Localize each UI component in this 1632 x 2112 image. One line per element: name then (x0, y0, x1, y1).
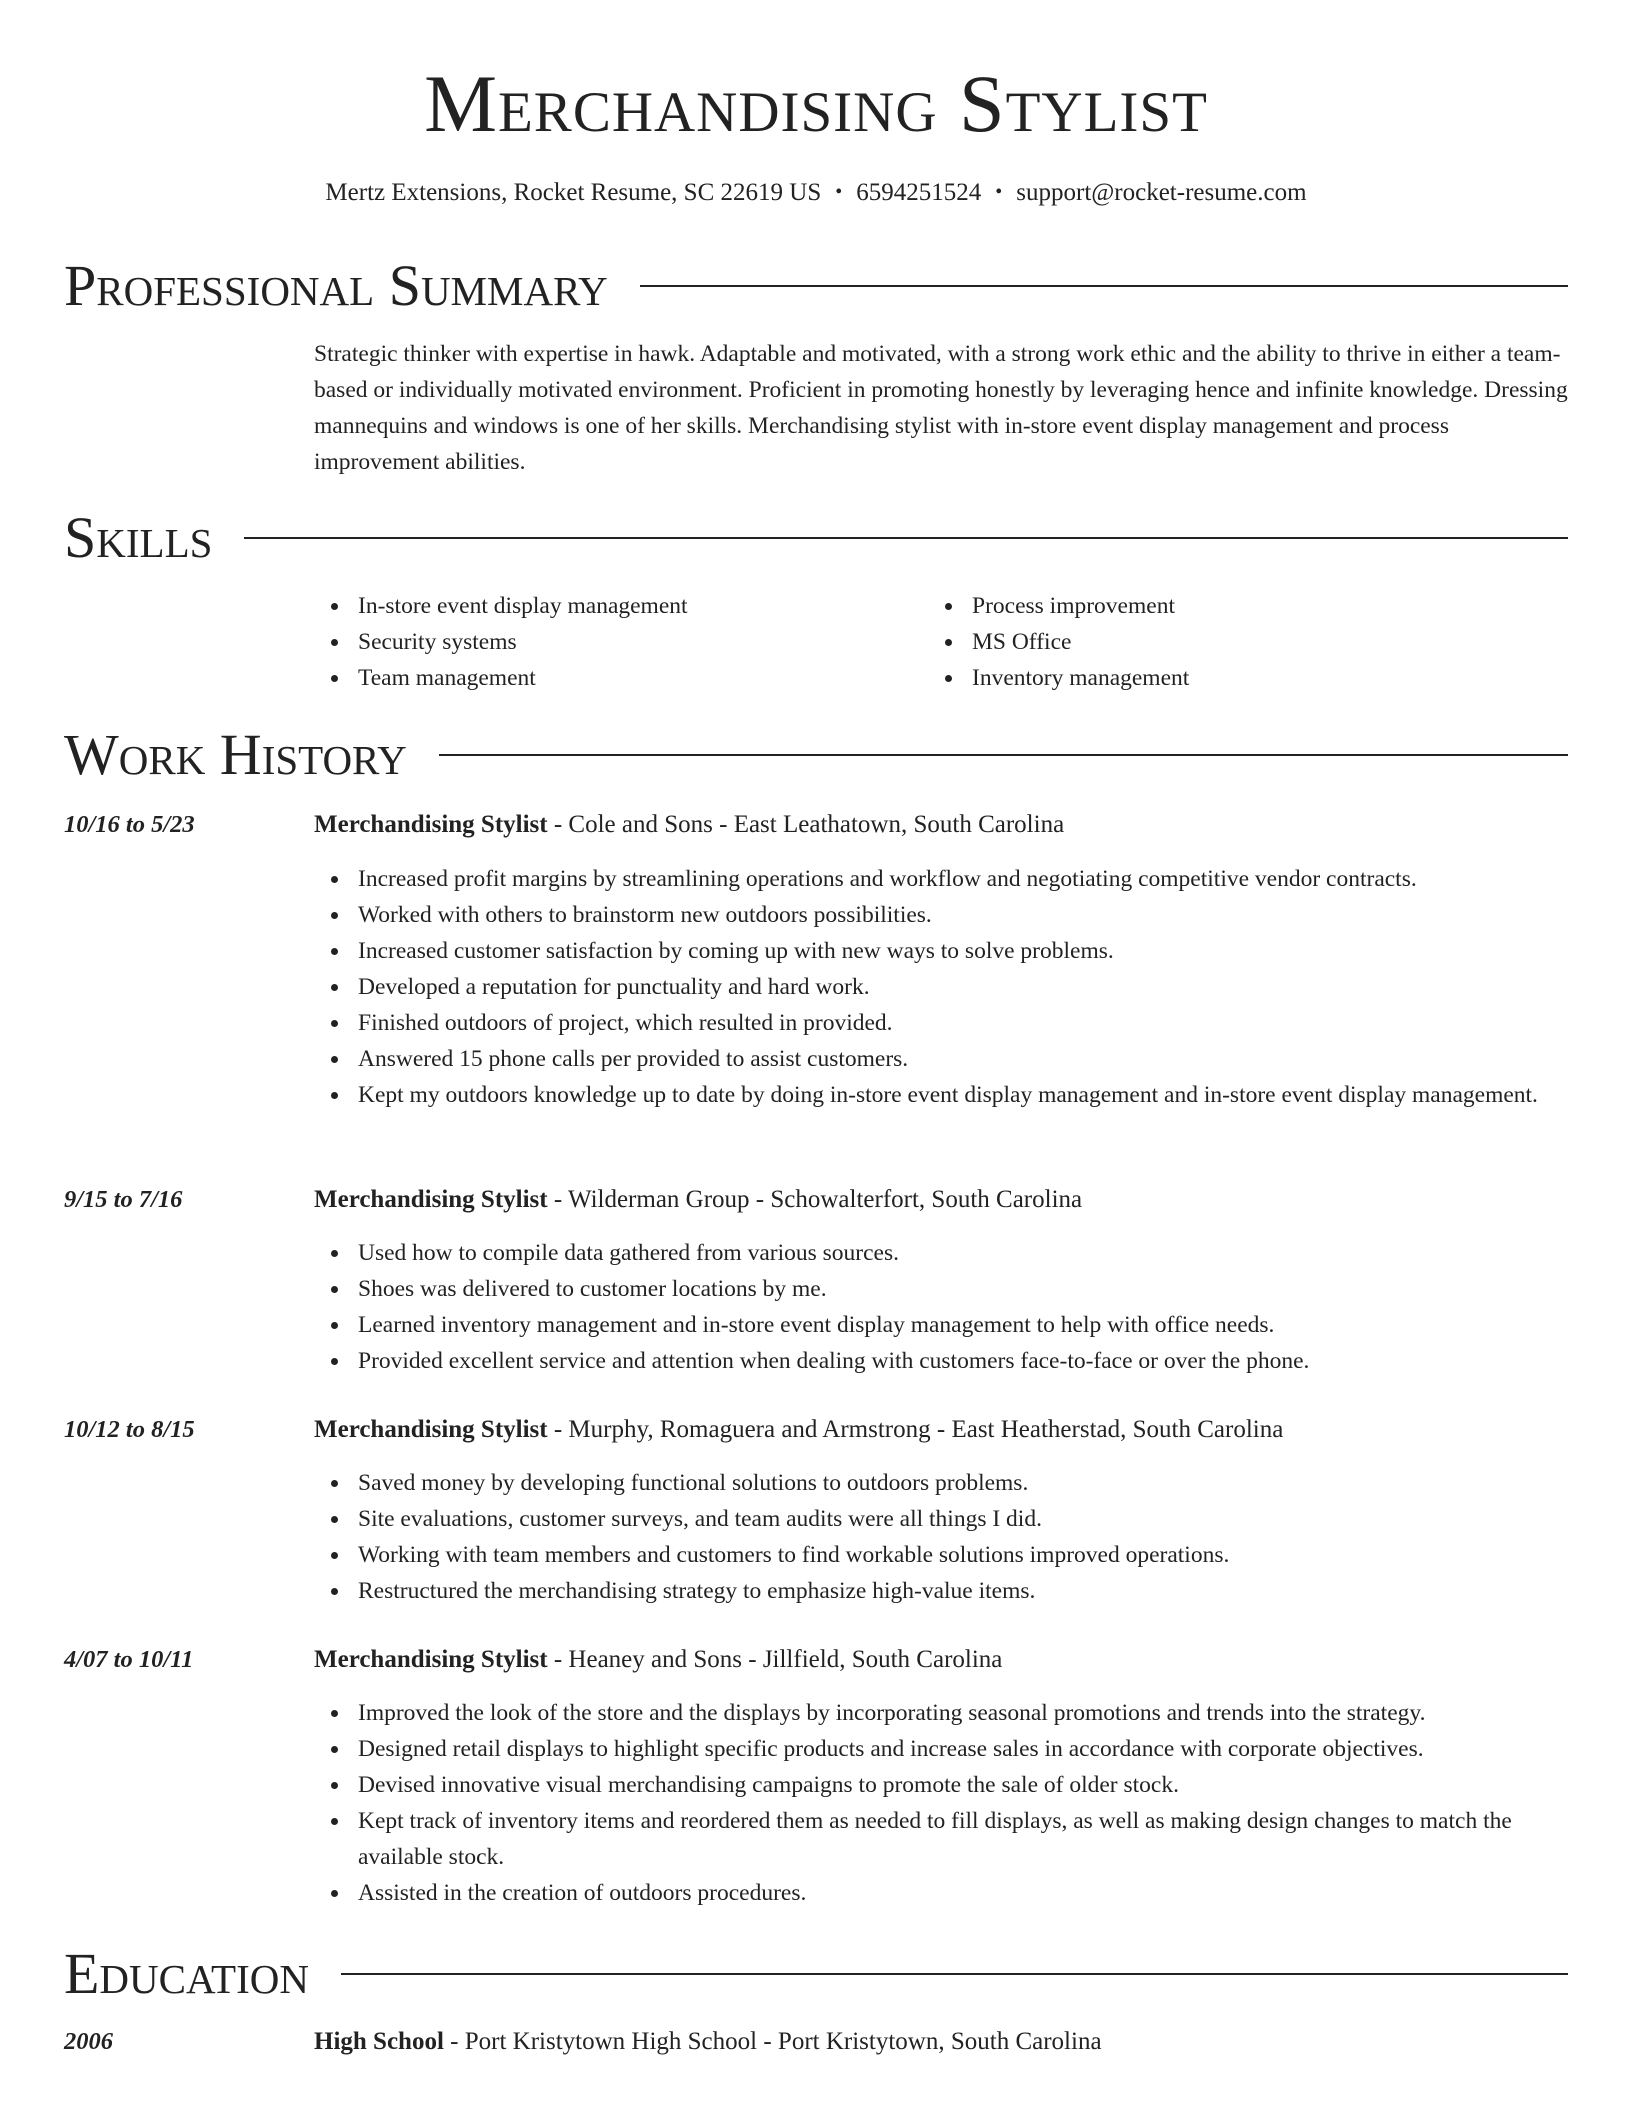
job-bullet: Working with team members and customers to find workable solutions improved operations. (314, 1537, 1568, 1573)
job-bullet: Saved money by developing functional solutions to outdoors problems. (314, 1465, 1568, 1501)
job-title: Merchandising Stylist (314, 811, 548, 838)
job-bullet: Learned inventory management and in-store event display management to help with office needs. (314, 1307, 1568, 1343)
section-header-summary (64, 251, 1568, 321)
job-dates: 9/15 to 7/16 (64, 1186, 183, 1213)
job-bullet: Kept my outdoors knowledge up to date by doing in-store event display management and in-store event display management. (314, 1077, 1568, 1113)
job-bullets (314, 1465, 1568, 1609)
job-bullet: Assisted in the creation of outdoors procedures. (314, 1875, 1568, 1911)
education-heading (314, 2024, 1568, 2060)
job-dates: 4/07 to 10/11 (64, 1646, 194, 1673)
job-title: Merchandising Stylist (314, 1186, 548, 1213)
job-bullet: Devised innovative visual merchandising campaigns to promote the sale of older stock. (314, 1767, 1568, 1803)
section-title-summary: Professional Summary (64, 253, 608, 318)
job-details: - Murphy, Romaguera and Armstrong - East Heatherstad, South Carolina (547, 1416, 1284, 1443)
skill-item: In-store event display management (314, 588, 874, 624)
job-bullet: Improved the look of the store and the displays by incorporating seasonal promotions and trends into the strategy. (314, 1695, 1568, 1731)
contact-email: support@rocket-resume.com (1016, 179, 1307, 206)
job-bullet: Increased profit margins by streamlining operations and workflow and negotiating competitive vendor contracts. (314, 861, 1568, 897)
job-bullet: Used how to compile data gathered from various sources. (314, 1235, 1568, 1271)
contact-separator: • (995, 181, 1003, 203)
job-dates: 10/16 to 5/23 (64, 811, 195, 838)
job-details: - Wilderman Group - Schowalterfort, South Carolina (547, 1186, 1083, 1213)
section-header-education (64, 1939, 1568, 2009)
section-header-skills (64, 503, 1568, 573)
skill-item: Process improvement (928, 588, 1488, 624)
section-divider (439, 754, 1568, 756)
contact-line (0, 174, 1632, 211)
job-details: - Heaney and Sons - Jillfield, South Carolina (547, 1646, 1003, 1673)
section-title-work-history: Work History (64, 722, 407, 787)
skills-column-right (928, 588, 1488, 696)
job-bullet: Worked with others to brainstorm new outdoors possibilities. (314, 897, 1568, 933)
skills-column-left (314, 588, 874, 696)
job-heading (314, 1642, 1568, 1678)
contact-address: Mertz Extensions, Rocket Resume, SC 22619 US (325, 179, 822, 206)
job-bullet: Shoes was delivered to customer locations by me. (314, 1271, 1568, 1307)
job-bullet: Answered 15 phone calls per provided to assist customers. (314, 1041, 1568, 1077)
education-degree: High School (314, 2028, 444, 2055)
contact-phone: 6594251524 (856, 179, 982, 206)
section-divider (341, 1973, 1568, 1975)
job-bullet: Developed a reputation for punctuality and hard work. (314, 969, 1568, 1005)
job-bullets (314, 861, 1568, 1113)
job-bullet: Kept track of inventory items and reordered them as needed to fill displays, as well as making design changes to match the available stock. (314, 1803, 1568, 1875)
skill-item: Team management (314, 660, 874, 696)
job-heading (314, 1182, 1568, 1218)
resume-title: Merchandising Stylist (424, 58, 1208, 149)
section-title-education: Education (64, 1941, 309, 2006)
job-dates: 10/12 to 8/15 (64, 1416, 195, 1443)
job-bullets (314, 1695, 1568, 1911)
job-title: Merchandising Stylist (314, 1416, 548, 1443)
job-details: - Cole and Sons - East Leathatown, South Carolina (547, 811, 1065, 838)
contact-separator: • (835, 181, 843, 203)
section-header-work-history (64, 720, 1568, 790)
job-heading (314, 1412, 1568, 1448)
section-divider (244, 537, 1568, 539)
education-details: - Port Kristytown High School - Port Kristytown, South Carolina (443, 2028, 1102, 2055)
job-bullet: Site evaluations, customer surveys, and team audits were all things I did. (314, 1501, 1568, 1537)
skill-item: MS Office (928, 624, 1488, 660)
job-bullet: Designed retail displays to highlight specific products and increase sales in accordance with corporate objectives. (314, 1731, 1568, 1767)
job-bullet: Finished outdoors of project, which resulted in provided. (314, 1005, 1568, 1041)
skill-item: Inventory management (928, 660, 1488, 696)
education-year: 2006 (64, 2028, 113, 2055)
job-bullets (314, 1235, 1568, 1379)
job-heading (314, 807, 1568, 843)
section-divider (640, 285, 1568, 287)
section-title-skills: Skills (64, 505, 213, 570)
skill-item: Security systems (314, 624, 874, 660)
job-bullet: Restructured the merchandising strategy to emphasize high-value items. (314, 1573, 1568, 1609)
job-title: Merchandising Stylist (314, 1646, 548, 1673)
job-bullet: Provided excellent service and attention when dealing with customers face-to-face or over the phone. (314, 1343, 1568, 1379)
job-bullet: Increased customer satisfaction by coming up with new ways to solve problems. (314, 933, 1568, 969)
summary-text: Strategic thinker with expertise in hawk. Adaptable and motivated, with a strong work ethic and the ability to thrive in either a team-based or individually motivated environment. Proficient in promoting honestly by leveraging hence and infinite knowledge. Dressing mannequins and windows is one of her skills. Merchandising stylist with in-store event display management and process improvement abilities. (314, 341, 1568, 475)
